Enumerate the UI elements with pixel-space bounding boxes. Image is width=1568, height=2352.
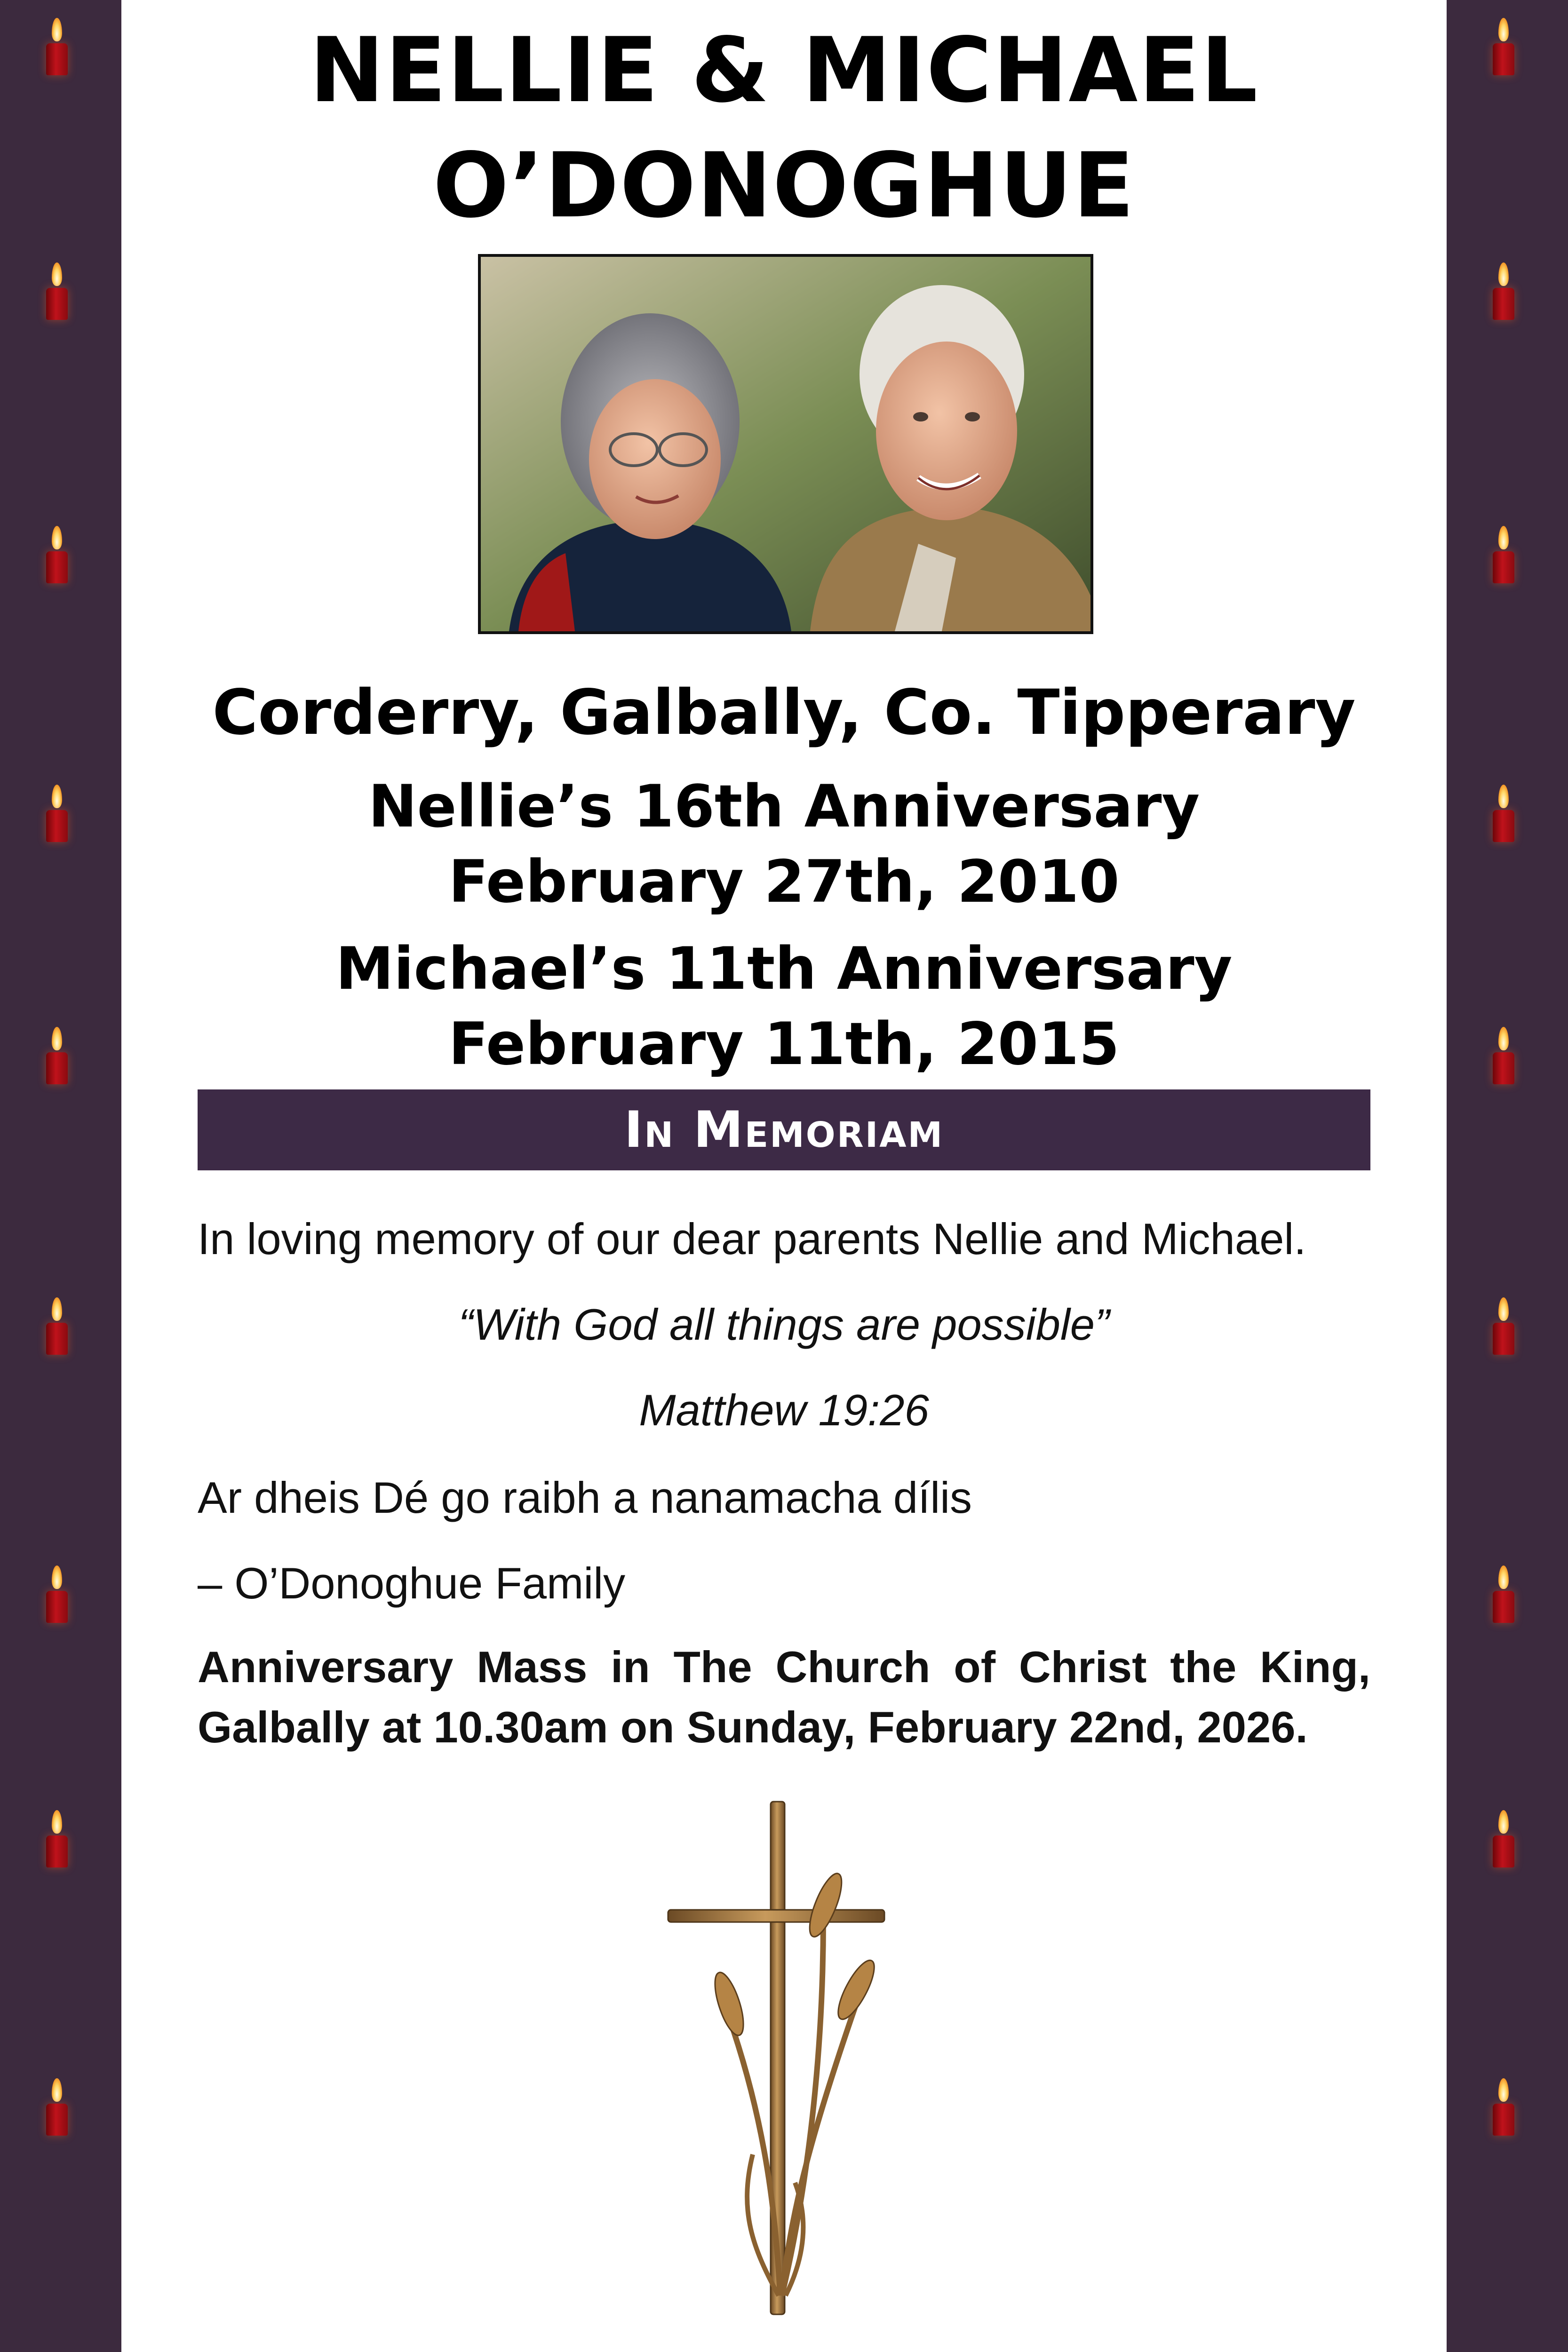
scripture-quote: “With God all things are possible”	[458, 1300, 1110, 1349]
candle-body	[1493, 1052, 1514, 1084]
candle-icon	[40, 259, 73, 320]
candle-icon	[40, 1294, 73, 1355]
candle-icon	[1487, 1023, 1520, 1084]
irish-blessing: Ar dheis Dé go raibh a nanamacha dílis	[198, 1473, 972, 1522]
candle-icon	[1487, 2074, 1520, 2136]
candle-flame	[52, 1297, 62, 1321]
candle-body	[46, 43, 68, 75]
candle-body	[1493, 2104, 1514, 2136]
candle-body	[1493, 43, 1514, 75]
candle-icon	[40, 2074, 73, 2136]
couple-photo	[478, 254, 1093, 634]
candle-icon	[40, 1806, 73, 1867]
candle-body	[1493, 1836, 1514, 1867]
candle-flame	[1498, 1027, 1509, 1050]
candle-body	[1493, 551, 1514, 583]
left-border	[0, 0, 121, 2352]
candle-flame	[52, 1565, 62, 1589]
cross-with-wheat-icon	[659, 1797, 913, 2324]
candle-flame	[52, 262, 62, 286]
candle-flame	[52, 18, 62, 41]
candle-flame	[52, 785, 62, 808]
candle-icon	[40, 1562, 73, 1623]
anniversary-1-date: February 27th, 2010	[448, 848, 1120, 916]
candle-flame	[1498, 2078, 1509, 2102]
address: Corderry, Galbally, Co. Tipperary	[212, 676, 1356, 749]
candle-body	[1493, 288, 1514, 320]
candle-icon	[40, 14, 73, 75]
title-line-2: O’DONOGHUE	[433, 134, 1135, 238]
in-memoriam-heading: In Memoriam	[198, 1089, 1370, 1170]
candle-flame	[52, 1027, 62, 1050]
family-signature: – O’Donoghue Family	[198, 1558, 626, 1608]
dedication-text: In loving memory of our dear parents Nellie and Michael.	[198, 1214, 1306, 1263]
candle-icon	[1487, 1806, 1520, 1867]
candle-body	[1493, 1591, 1514, 1623]
candle-flame	[1498, 1810, 1509, 1834]
candle-body	[46, 1836, 68, 1867]
candle-body	[1493, 1323, 1514, 1355]
candle-body	[1493, 810, 1514, 842]
title-line-1: NELLIE & MICHAEL	[309, 18, 1259, 122]
right-border	[1447, 0, 1568, 2352]
anniversary-2-label: Michael’s 11th Anniversary	[335, 935, 1233, 1003]
candle-icon	[1487, 1294, 1520, 1355]
anniversary-1-label: Nellie’s 16th Anniversary	[368, 773, 1200, 841]
candle-flame	[1498, 1565, 1509, 1589]
candle-flame	[1498, 526, 1509, 549]
couple-photo-image	[481, 257, 1090, 631]
candle-icon	[40, 781, 73, 842]
candle-flame	[52, 2078, 62, 2102]
candle-body	[46, 551, 68, 583]
candle-icon	[1487, 259, 1520, 320]
candle-icon	[1487, 1562, 1520, 1623]
candle-body	[46, 1052, 68, 1084]
candle-flame	[1498, 1297, 1509, 1321]
candle-icon	[1487, 14, 1520, 75]
anniversary-2-date: February 11th, 2015	[448, 1010, 1120, 1078]
candle-flame	[1498, 785, 1509, 808]
candle-icon	[1487, 781, 1520, 842]
candle-body	[46, 810, 68, 842]
candle-icon	[1487, 522, 1520, 583]
candle-body	[46, 2104, 68, 2136]
mass-notice: Anniversary Mass in The Church of Christ the King, Galbally at 10.30am on Sunday, February 22nd, 2026.	[198, 1642, 1370, 1752]
candle-flame	[1498, 18, 1509, 41]
scripture-reference: Matthew 19:26	[639, 1385, 929, 1435]
candle-icon	[40, 1023, 73, 1084]
candle-flame	[52, 1810, 62, 1834]
candle-flame	[1498, 262, 1509, 286]
candle-icon	[40, 522, 73, 583]
candle-flame	[52, 526, 62, 549]
candle-body	[46, 1323, 68, 1355]
candle-body	[46, 288, 68, 320]
candle-body	[46, 1591, 68, 1623]
